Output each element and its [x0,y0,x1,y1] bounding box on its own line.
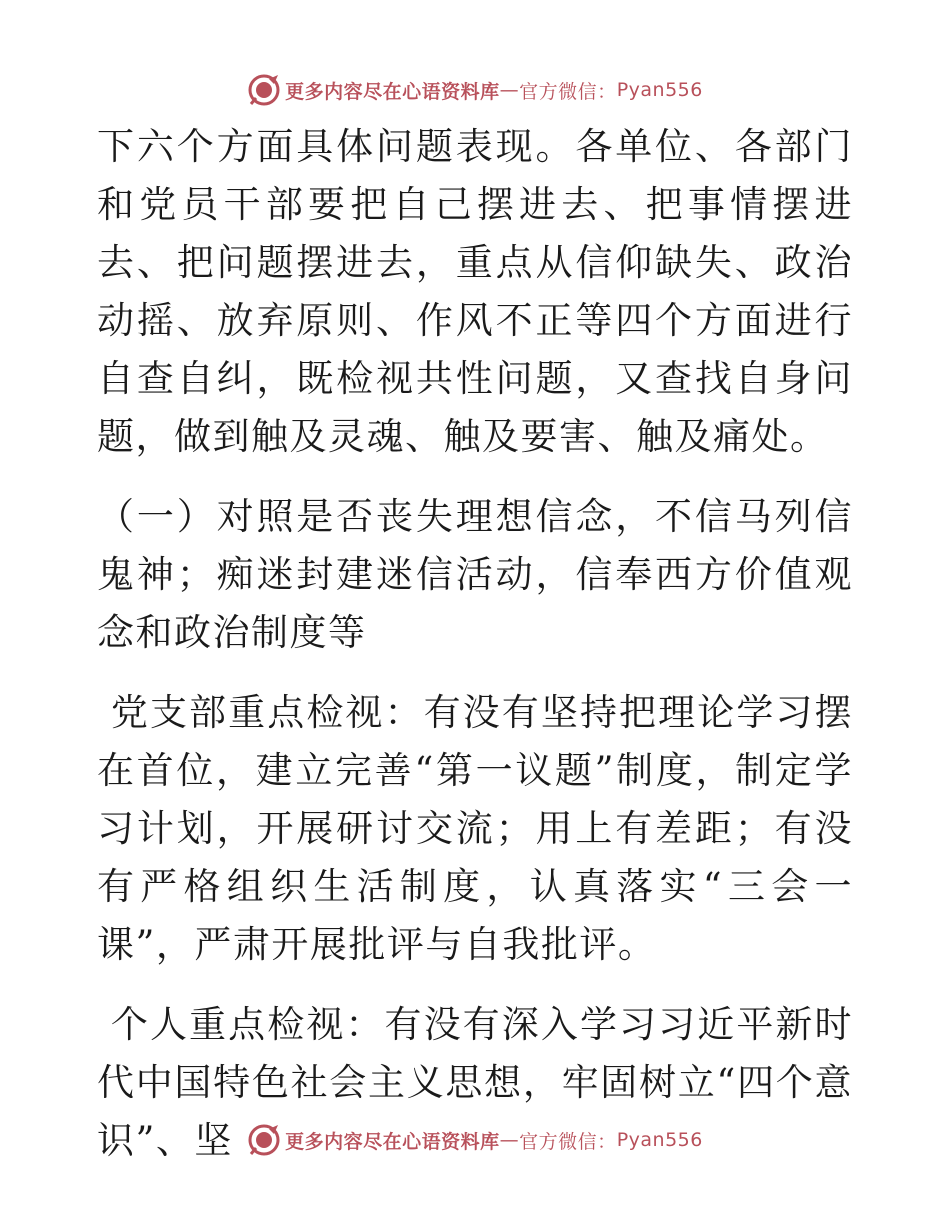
banner-wechat-id: Pyan556 [616,79,703,101]
banner-wechat-label: 官方微信： [519,80,617,103]
pen-seal-icon [247,73,281,107]
banner-site-text: 更多内容尽在心语资料库 [285,1130,500,1153]
pen-seal-icon [247,1123,281,1157]
header-banner [0,70,950,110]
banner-separator: — [499,79,520,101]
paragraph-personal-review: 个人重点检视：有没有深入学习习近平新时代中国特色社会主义思想，牢固树立“四个意识”、坚 [97,1003,854,1162]
banner-separator: — [499,1129,520,1151]
document-body [97,118,853,1170]
paragraph-branch-review: 党支部重点检视：有没有坚持把理论学习摆在首位，建立完善“第一议题”制度，制定学习计划，开展研讨交流；用上有差距；有没有严格组织生活制度，认真落实“三会一课”，严肃开展批评与自我批评。 [97,691,854,966]
paragraph-intro: 下六个方面具体问题表现。各单位、各部门和党员干部要把自己摆进去、把事情摆进去、把问题摆进去，重点从信仰缺失、政治动摇、放弃原则、作风不正等四个方面进行自查自纠，既检视共性问题，又查找自身问题，做到触及灵魂、触及要害、触及痛处。 [97,125,853,458]
paragraph-section-heading: （一）对照是否丧失理想信念，不信马列信鬼神；痴迷封建迷信活动，信奉西方价值观念和政治制度等 [97,495,853,654]
banner-wechat-label: 官方微信： [519,1130,617,1153]
footer-banner [0,1120,950,1160]
banner-wechat-id: Pyan556 [616,1129,703,1151]
banner-site-text: 更多内容尽在心语资料库 [285,80,500,103]
